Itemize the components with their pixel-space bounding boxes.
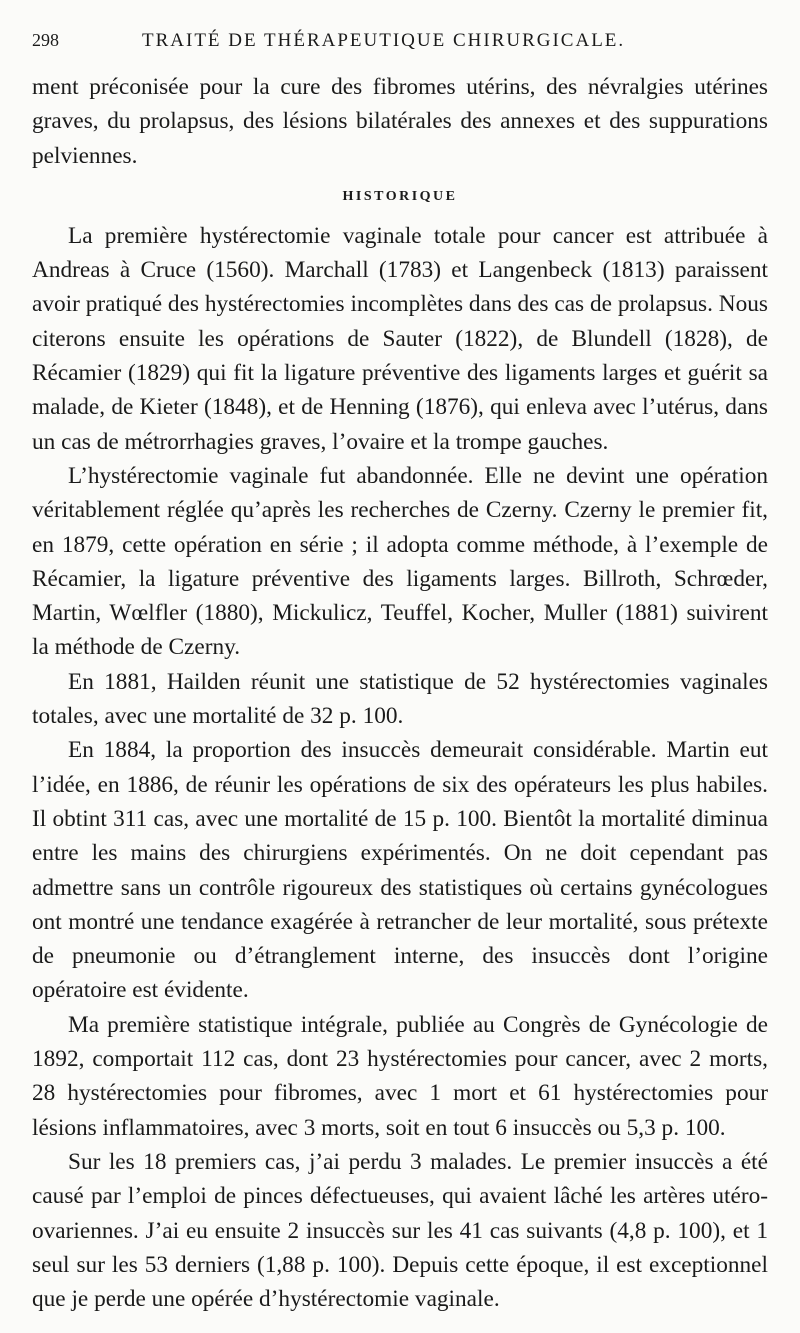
running-title: TRAITÉ DE THÉRAPEUTIQUE CHIRURGICALE.: [142, 30, 626, 51]
paragraph-history-origins: La première hystérectomie vaginale totale pour cancer est attribuée à Andreas à Cruce (1560). Marchall (1783) et Langenbeck (1813) paraissent avoir pratiqué des hystérectomies incomplètes dans des cas de prolapsus. Nous citerons ensuite les opérations de Sauter (1822), de Blundell (1828), de Récamier (1829) qui fit la ligature préventive des ligaments larges et guérit sa malade, de Kieter (1848), et de Henning (1876), qui enleva avec l’utérus, dans un cas de métrorrhagies graves, l’ovaire et la trompe gauches.: [32, 222, 768, 455]
paragraph-author-cases: Sur les 18 premiers cas, j’ai perdu 3 malades. Le premier insuccès a été causé par l’emploi de pinces défectueuses, qui avaient lâché les artères utéro-ovariennes. J’ai eu ensuite 2 insuccès sur les 41 cas suivants (4,8 p. 100), et 1 seul sur les 53 derniers (1,88 p. 100). Depuis cette époque, il est exceptionnel que je perde une opérée d’hystérectomie vaginale.: [32, 1148, 768, 1313]
paragraph-hailden-statistics: En 1881, Hailden réunit une statistique de 52 hystérectomies vaginales totales, avec une mortalité de 32 p. 100.: [32, 668, 768, 730]
running-header: [32, 30, 768, 56]
page-number: 298: [32, 30, 59, 50]
continuation-paragraph: ment préconisée pour la cure des fibromes utérins, des névralgies utérines graves, du prolapsus, des lésions bilatérales des annexes et des suppurations pelviennes.: [32, 74, 768, 169]
section-heading: HISTORIQUE: [342, 188, 458, 204]
paragraph-martin-results: En 1884, la proportion des insuccès demeurait considérable. Martin eut l’idée, en 1886, de réunir les opérations de six des opérateurs les plus habiles. Il obtint 311 cas, avec une mortalité de 15 p. 100. Bientôt la mortalité diminua entre les mains des chirurgiens expérimentés. On ne doit cependant pas admettre sans un contrôle rigoureux des statistiques où certains gynécologues ont montré une tendance exagérée à retrancher de leur mortalité, sous prétexte de pneumonie ou d’étranglement interne, des insuccès dont l’origine opératoire est évidente.: [32, 737, 768, 1004]
body-text: [32, 70, 768, 1316]
paragraph-czerny-method: L’hystérectomie vaginale fut abandonnée. Elle ne devint une opération véritablement réglée qu’après les recherches de Czerny. Czerny le premier fit, en 1879, cette opération en série ; il adopta comme méthode, à l’exemple de Récamier, la ligature préventive des ligaments larges. Billroth, Schrœder, Martin, Wœlfler (1880), Mickulicz, Teuffel, Kocher, Muller (1881) suivirent la méthode de Czerny.: [32, 462, 768, 661]
paragraph-author-statistics: Ma première statistique intégrale, publiée au Congrès de Gynécologie de 1892, comportait 112 cas, dont 23 hystérectomies pour cancer, avec 2 morts, 28 hystérectomies pour fibromes, avec 1 mort et 61 hystérectomies pour lésions inflammatoires, avec 3 morts, soit en tout 6 insuccès ou 5,3 p. 100.: [32, 1011, 768, 1141]
